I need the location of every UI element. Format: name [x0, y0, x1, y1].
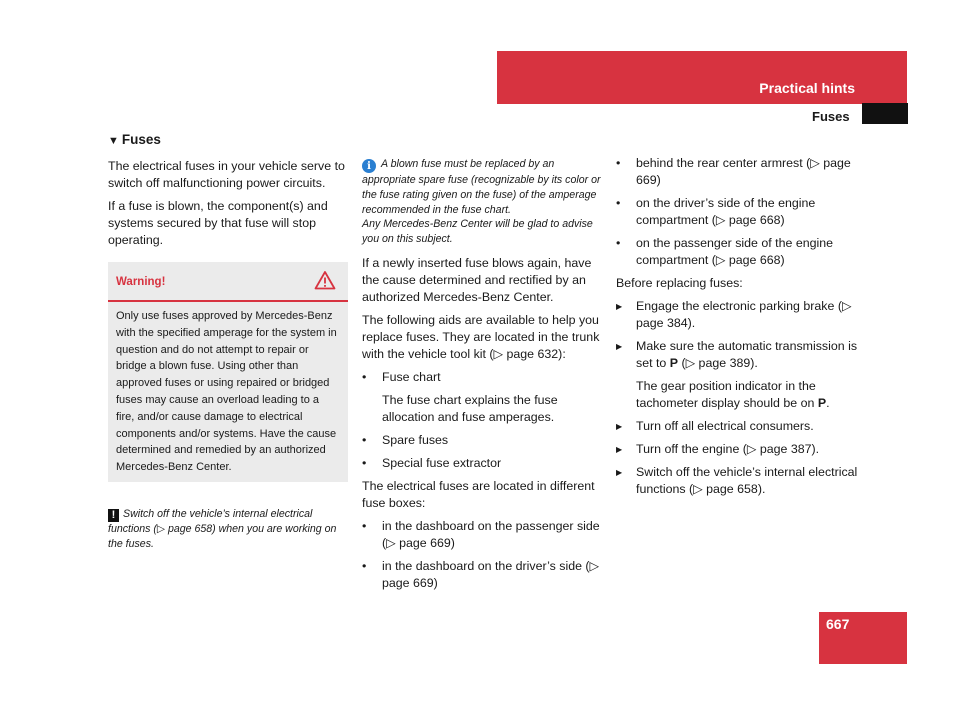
exclamation-icon: ! [108, 509, 119, 522]
page-ref: ▷ page 658 [156, 522, 213, 535]
locations-paragraph: The electrical fuses are located in different fuse boxes: [362, 478, 595, 510]
step-item: ▶ Switch off the vehicle’s internal electrical functions (▷ page 658). [616, 464, 860, 498]
section-title: Practical hints [759, 80, 855, 96]
fuse-box-list-cont [616, 155, 860, 269]
fuse-box-list [362, 518, 604, 592]
gear-p: P [817, 396, 827, 410]
heading-text: Fuses [121, 132, 161, 147]
column-middle [362, 157, 604, 598]
triangle-down-icon: ▼ [108, 135, 119, 147]
list-item: • behind the rear center armrest (▷ page 669) [616, 155, 860, 189]
steps-list [616, 298, 860, 372]
step-item [616, 338, 860, 372]
step-text-end: (▷ page 389). [678, 356, 758, 370]
sub-title: Fuses [812, 109, 850, 124]
step-item: ▶ Turn off all electrical consumers. [616, 418, 860, 435]
info-text-2: Any Mercedes-Benz Center will be glad to advise you on this subject. [362, 218, 593, 246]
reblow-paragraph: If a newly inserted fuse blows again, have the cause determined and rectified by an authorized Mercedes-Benz Center. [362, 255, 592, 304]
list-item: • Fuse chart [362, 369, 604, 386]
list-item: • on the driver’s side of the engine compartment (▷ page 668) [616, 195, 860, 229]
warning-text: Only use fuses approved by Mercedes-Benz with the specified amperage for the system in question and do not attempt to repair or bridge a blown fuse. Using other than approved fuses or using repaired or bridged fuses may cause an overload leading to a fire, and/or cause damage to electrical components and/or systems. Have the cause determined and remedied by an authorized Mercedes-Benz Center. [116, 310, 337, 474]
aids-paragraph: The following aids are available to help you replace fuses. They are located in the trunk with the vehicle tool kit (▷ page 632): [362, 312, 600, 361]
aids-list-cont [362, 432, 604, 472]
list-item: • Special fuse extractor [362, 455, 604, 472]
before-replacing-label: Before replacing fuses: [616, 276, 743, 290]
section-tab [862, 103, 908, 124]
gear-indicator-note [616, 378, 860, 412]
step-item: ▶ Engage the electronic parking brake (▷ page 384). [616, 298, 860, 332]
column-right [616, 155, 860, 504]
section-heading [108, 131, 348, 150]
warning-label: Warning! [116, 276, 166, 288]
note-text: The gear position indicator in the tachometer display should be on [636, 379, 818, 410]
info-note [362, 157, 604, 247]
warning-triangle-icon [314, 270, 336, 295]
note-text-end: . [826, 396, 830, 410]
caution-note [108, 507, 348, 552]
note-text: Switch off the vehicle’s internal electrical functions ( [108, 507, 313, 535]
info-icon: i [362, 159, 376, 173]
step-text: Make sure the automatic transmission is set to [636, 339, 858, 370]
step-item: ▶ Turn off the engine (▷ page 387). [616, 441, 860, 458]
list-item: • Spare fuses [362, 432, 604, 449]
warning-box [108, 262, 348, 482]
blown-fuse-paragraph: If a fuse is blown, the component(s) and systems secured by that fuse will stop operating. [108, 199, 328, 247]
list-item: • in the dashboard on the passenger side (▷ page 669) [362, 518, 604, 552]
warning-header [108, 262, 348, 302]
aids-list [362, 369, 604, 386]
info-text: A blown fuse must be replaced by an appropriate spare fuse (recognizable by its color or the fuse rating given on the fuse) of the amperage recommended in the fuse chart. [362, 158, 601, 216]
list-item: • on the passenger side of the engine compartment (▷ page 668) [616, 235, 860, 269]
steps-list-cont [616, 418, 860, 498]
list-item: • in the dashboard on the driver’s side (▷ page 669) [362, 558, 604, 592]
fuse-chart-description: The fuse chart explains the fuse allocation and fuse amperages. [382, 392, 558, 424]
column-left [108, 131, 348, 552]
gear-p: P [669, 356, 679, 370]
note-text-end: ) when you are working on the fuses. [108, 522, 337, 550]
intro-paragraph: The electrical fuses in your vehicle serve to switch off malfunctioning power circuits. [108, 159, 345, 190]
page-number: 667 [826, 616, 850, 632]
